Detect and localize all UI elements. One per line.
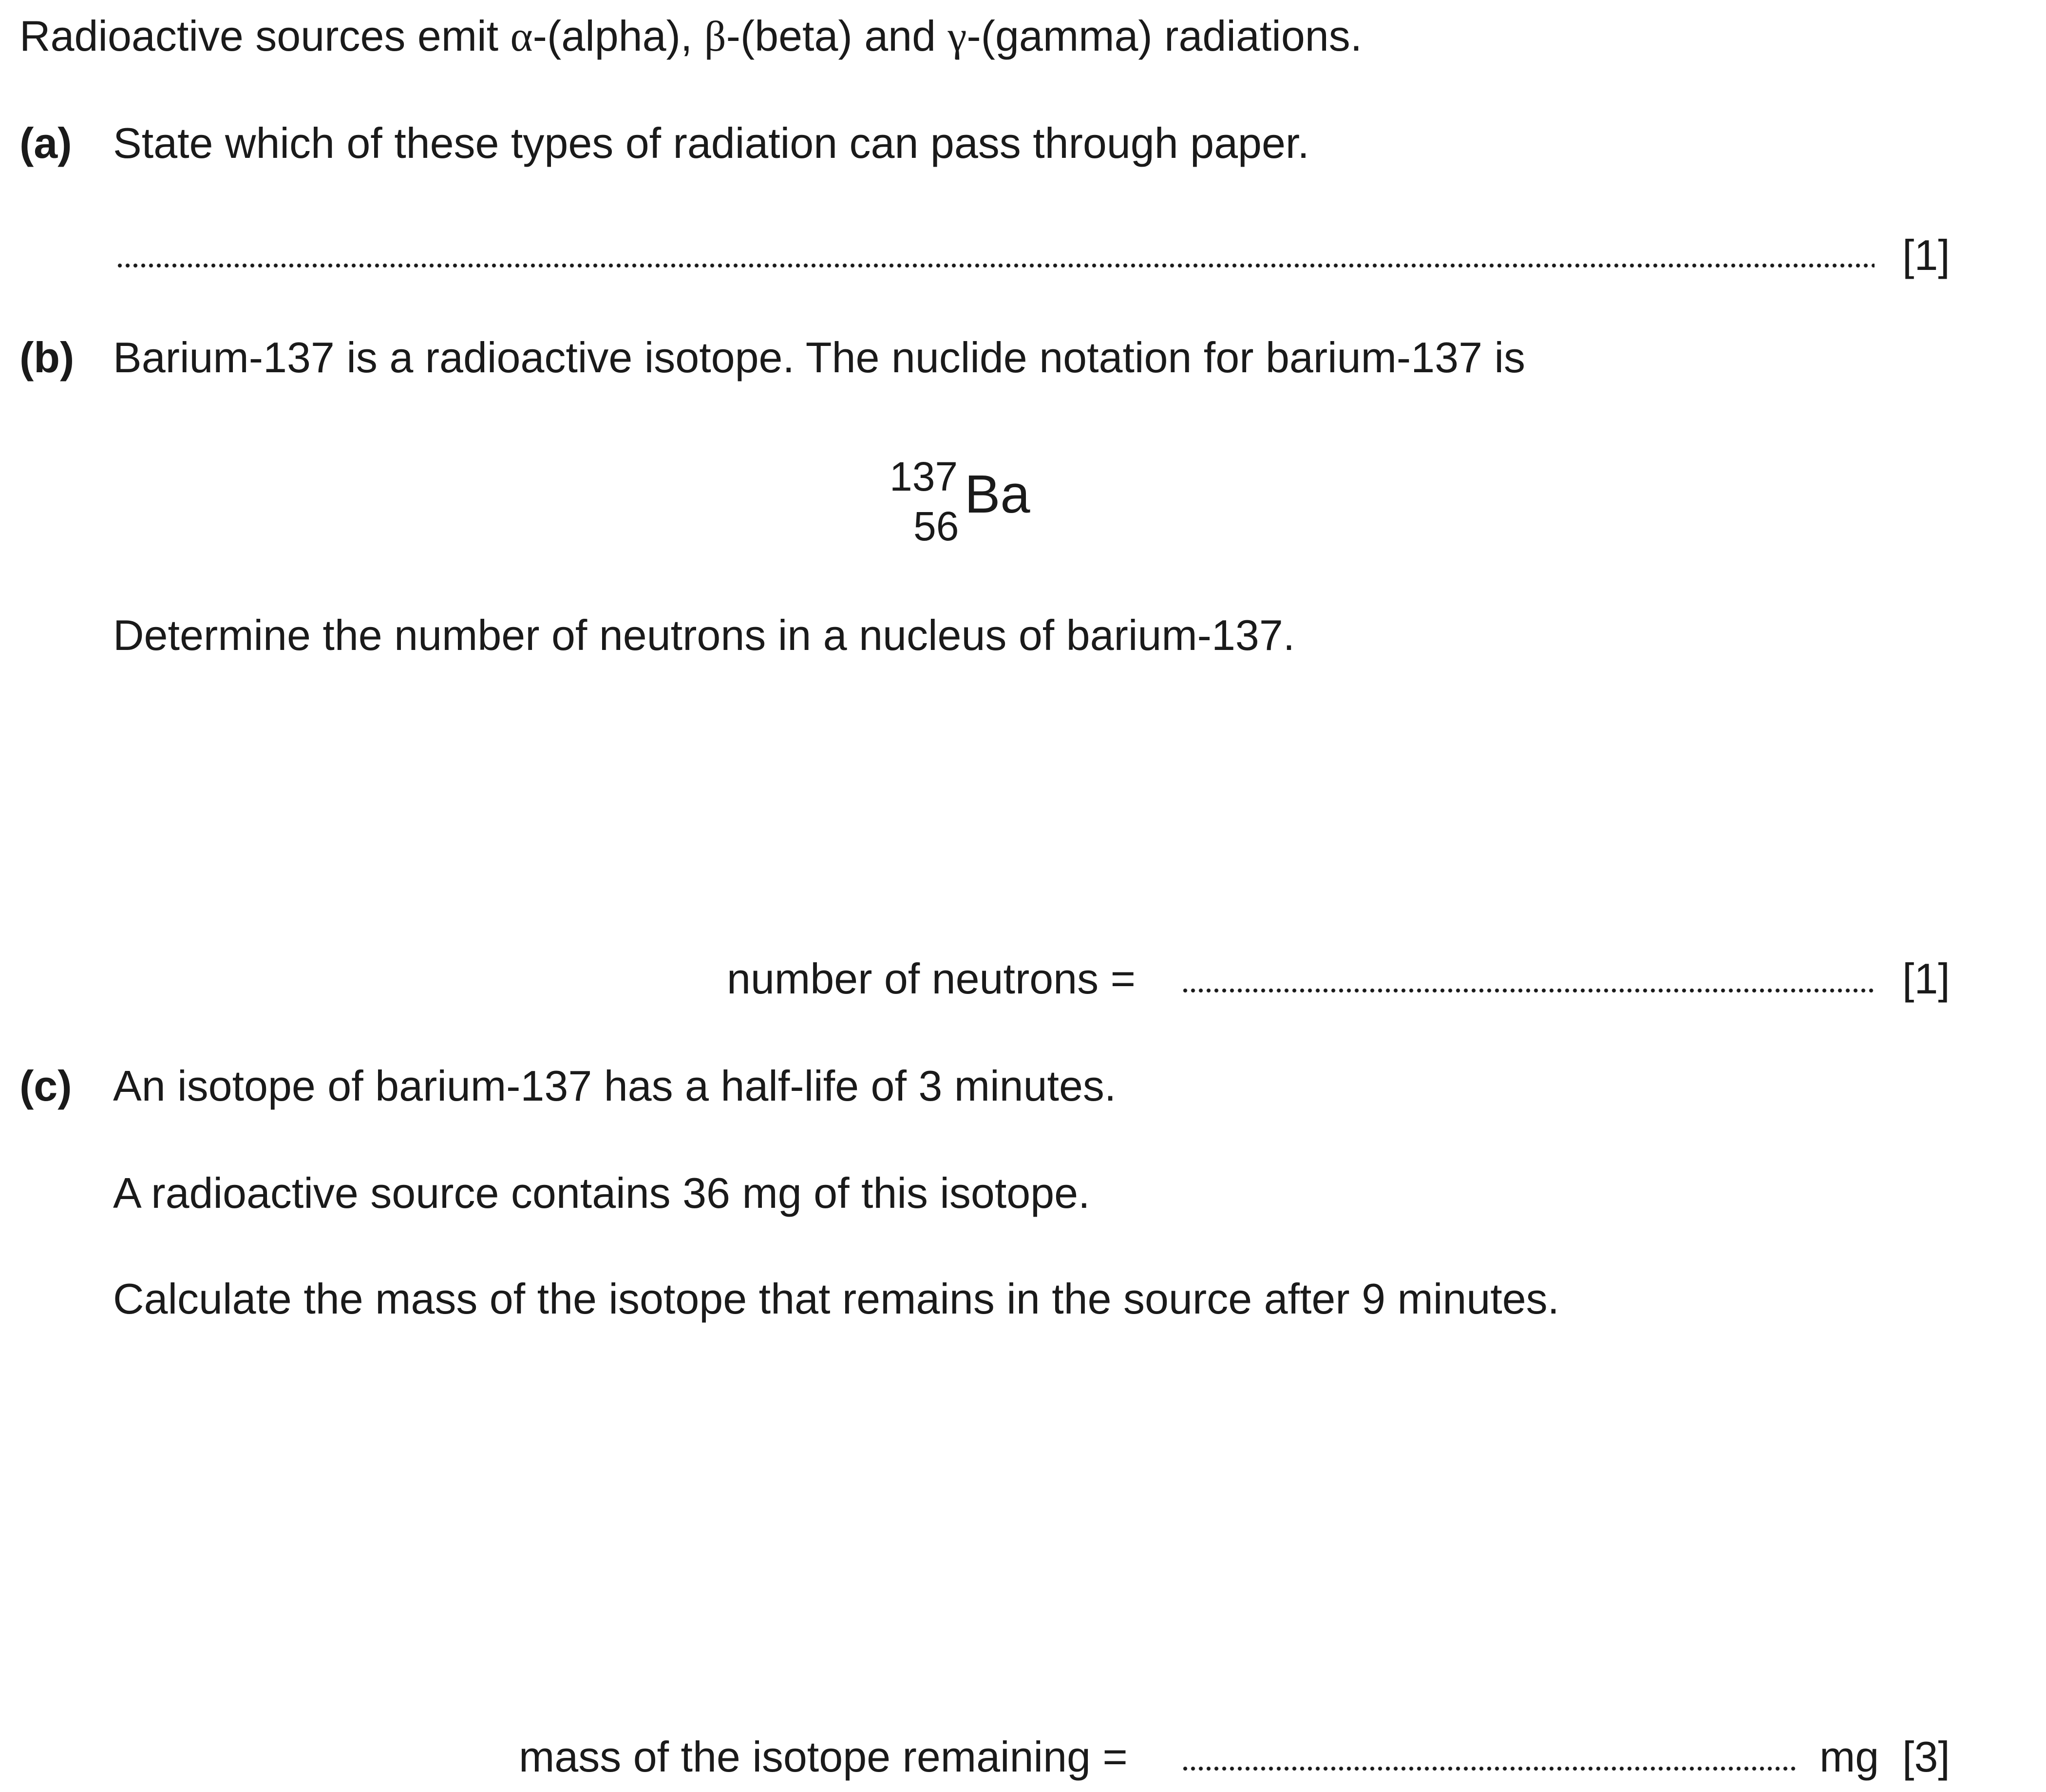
alpha-symbol: α: [510, 13, 533, 60]
part-c-answer-label: mass of the isotope remaining =: [519, 1733, 1128, 1781]
atomic-number: 56: [913, 503, 959, 549]
part-a-answer-line[interactable]: [116, 263, 1875, 268]
neutrons-answer-line[interactable]: [1181, 988, 1875, 993]
part-b-marks: [1]: [1902, 954, 1950, 1003]
part-b-question: Determine the number of neutrons in a nucleus of barium-137.: [113, 611, 1295, 659]
part-c-line3: Calculate the mass of the isotope that remains in the source after 9 minutes.: [113, 1275, 1560, 1323]
beta-text: -(beta) and: [726, 12, 948, 60]
part-b-label: (b): [19, 333, 75, 381]
element-symbol: Ba: [965, 464, 1030, 524]
part-a-question: State which of these types of radiation can pass through paper.: [113, 119, 1309, 167]
part-c-marks: [3]: [1902, 1733, 1950, 1781]
alpha-text: -(alpha),: [532, 12, 704, 60]
part-b-answer-label: number of neutrons =: [727, 954, 1136, 1003]
part-c-line2: A radioactive source contains 36 mg of this isotope.: [113, 1169, 1090, 1217]
part-c-label: (c): [19, 1062, 72, 1110]
nuclide-notation: [882, 448, 1047, 555]
part-c-line1: An isotope of barium-137 has a half-life of 3 minutes.: [113, 1062, 1117, 1110]
gamma-symbol: γ: [947, 13, 967, 60]
mass-answer-line[interactable]: [1181, 1766, 1798, 1771]
gamma-text: -(gamma) radiations.: [966, 12, 1363, 60]
intro-prefix: Radioactive sources emit: [19, 12, 511, 60]
part-a-marks: [1]: [1902, 231, 1950, 279]
part-b-statement: Barium-137 is a radioactive isotope. The nuclide notation for barium-137 is: [113, 333, 1526, 381]
part-a-label: (a): [19, 119, 72, 167]
mass-unit: mg: [1819, 1733, 1879, 1781]
beta-symbol: β: [704, 13, 726, 60]
mass-number: 137: [890, 454, 958, 499]
intro-text: [19, 12, 1363, 60]
